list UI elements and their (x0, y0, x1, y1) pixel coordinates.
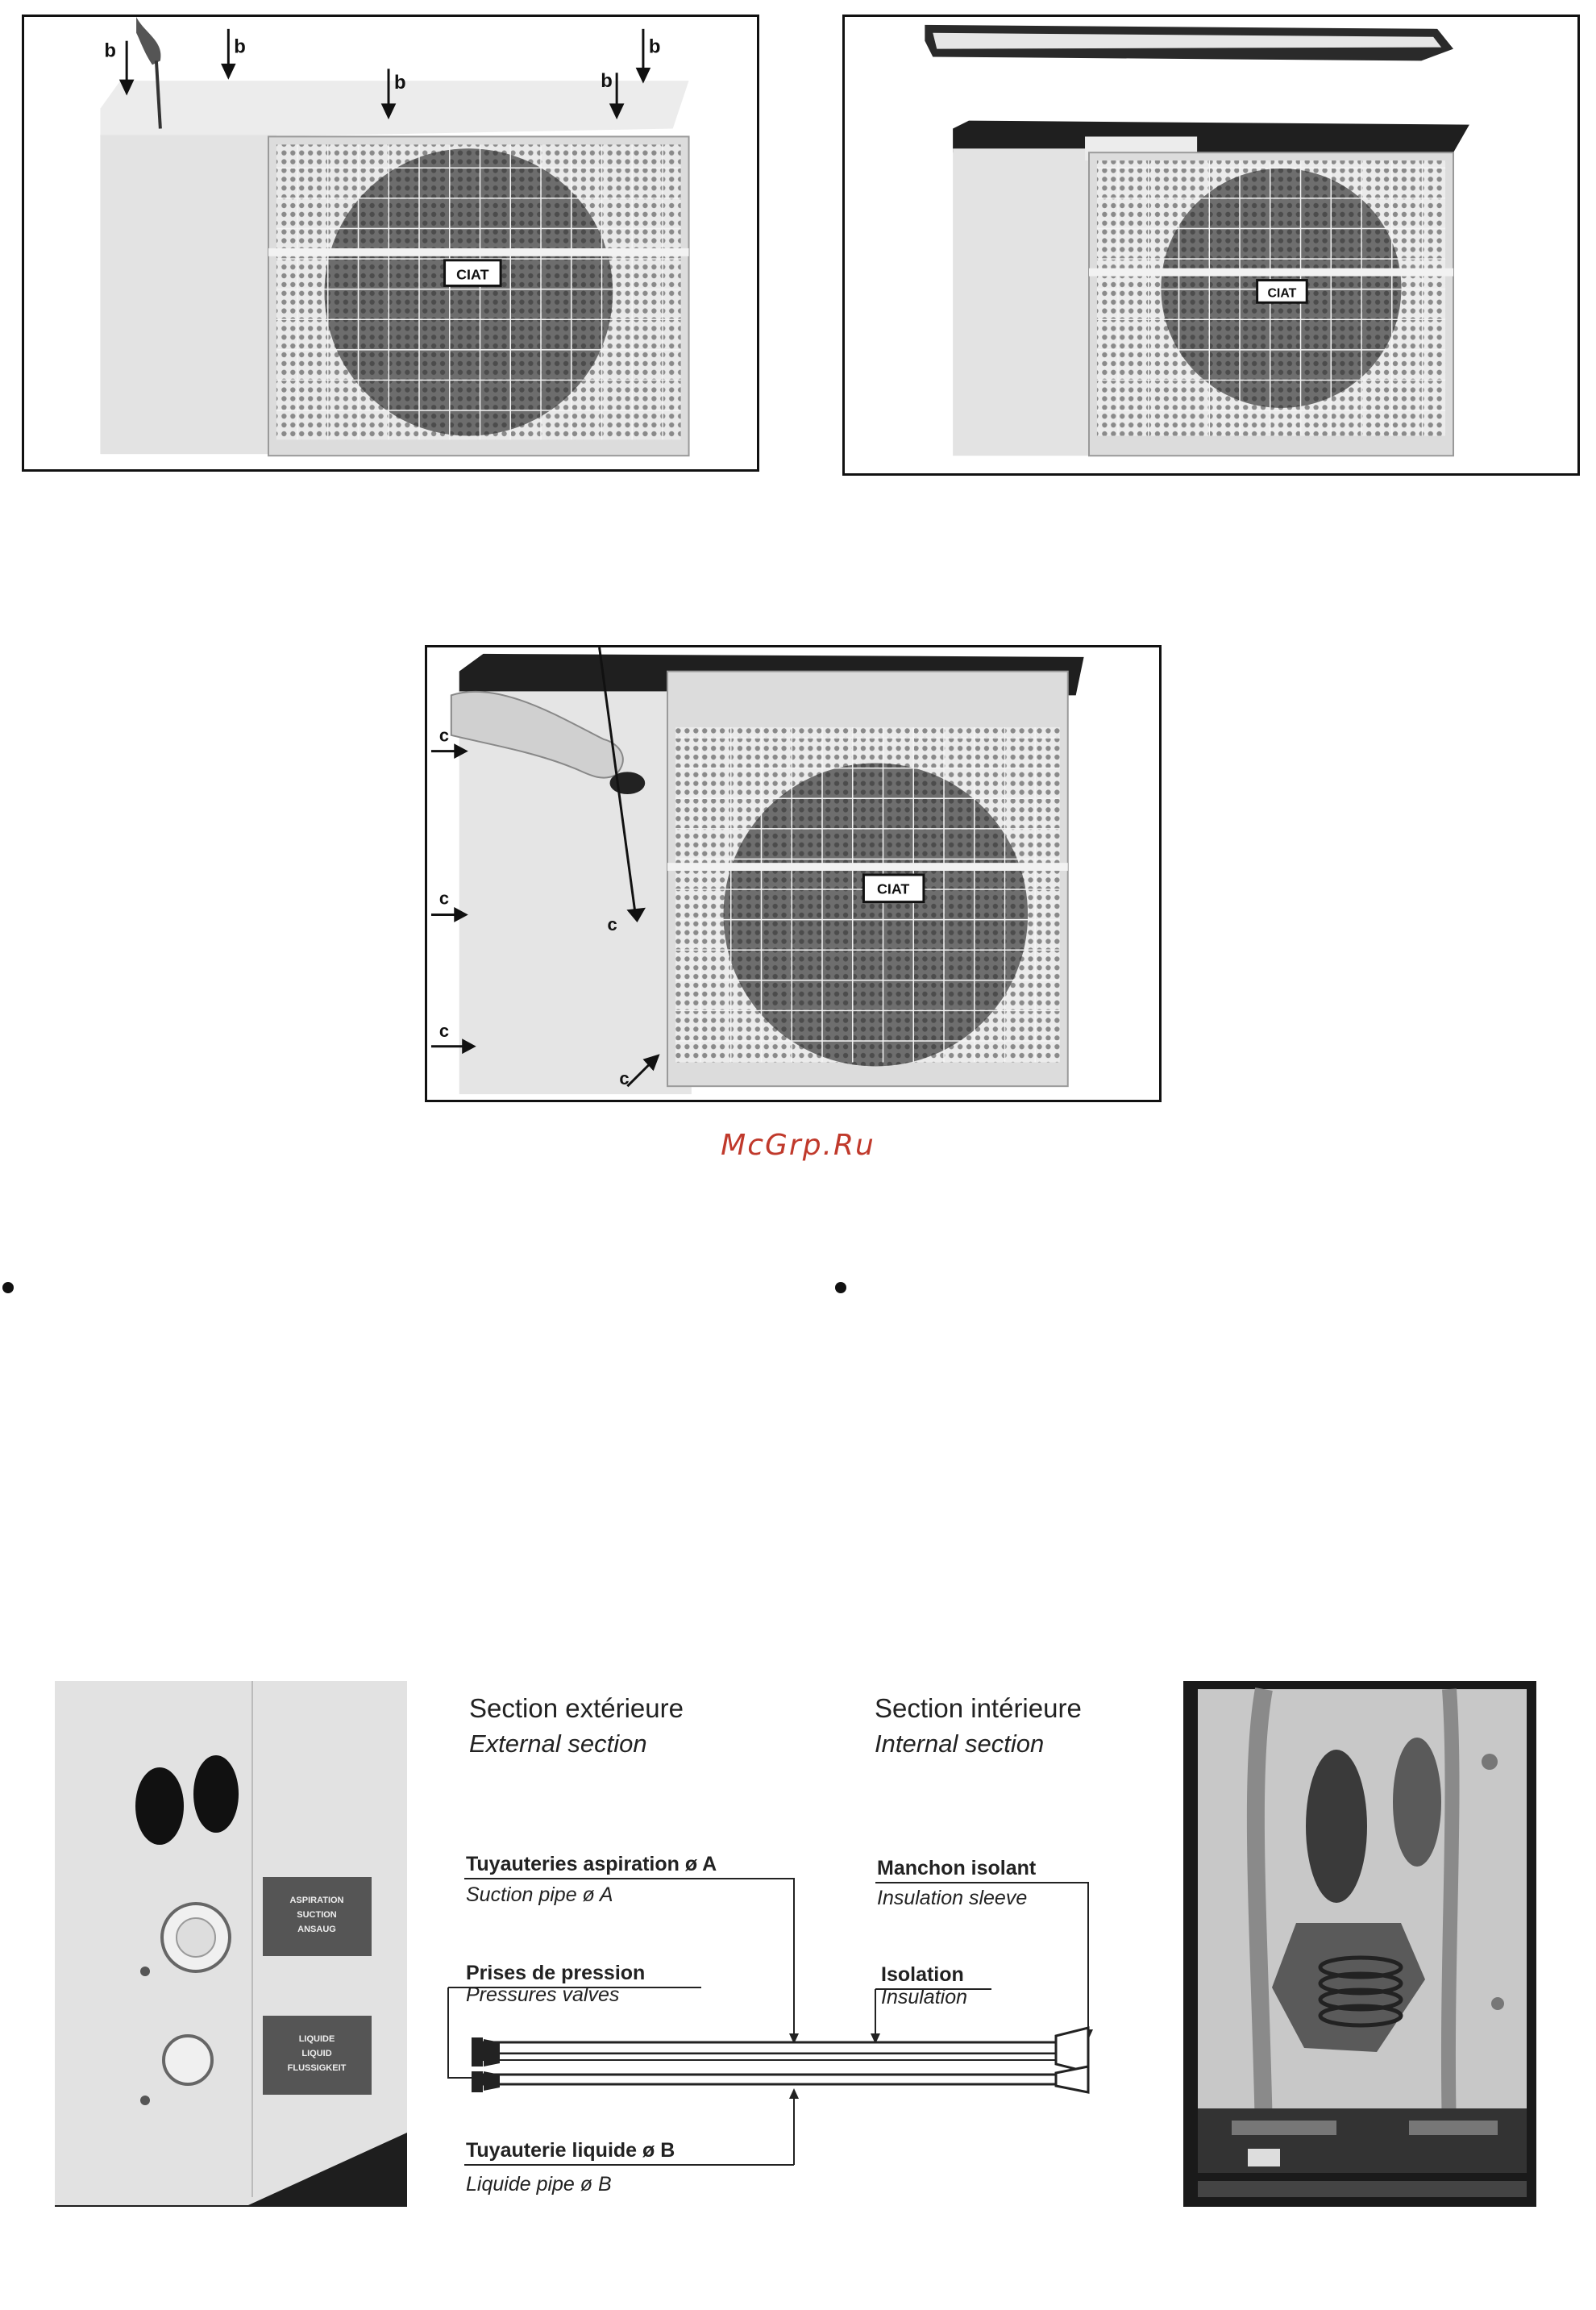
liquid-pipe-label-en: Liquide pipe ø B (466, 2173, 612, 2196)
sticker-liquid-2: LIQUID (301, 2049, 332, 2058)
external-section-title-fr: Section extérieure (469, 1693, 684, 1723)
sticker-suction-2: SUCTION (297, 1910, 337, 1920)
brand-logo: CIAT (456, 266, 489, 283)
internal-section-title-en: Internal section (875, 1729, 1045, 1758)
label-b-5: b (648, 35, 661, 58)
liquid-pipe-label-fr: Tuyauterie liquide ø B (466, 2139, 675, 2162)
insulation-sleeve-label-en: Insulation sleeve (877, 1887, 1028, 1909)
photo-connection-valves (55, 1681, 407, 2207)
sticker-suction-1: ASPIRATION (289, 1896, 344, 1905)
brand-logo: CIAT (1267, 286, 1297, 301)
label-c-3: c (438, 1020, 450, 1041)
photo-unit-cover-removed (842, 15, 1580, 476)
external-section-title-en: External section (469, 1729, 647, 1758)
isolation-label-en: Insulation (881, 1986, 968, 2008)
label-b-1: b (104, 40, 116, 62)
label-c-4: c (607, 914, 617, 935)
insulation-sleeve-label-fr: Manchon isolant (877, 1857, 1037, 1879)
sticker-suction-3: ANSAUG (297, 1925, 336, 1934)
suction-pipe-label-en: Suction pipe ø A (466, 1883, 613, 1906)
label-c-1: c (438, 725, 450, 746)
internal-section-title-fr: Section intérieure (875, 1693, 1082, 1723)
pipe-connection-diagram (435, 1681, 1112, 2229)
photo-internal-pipes (1183, 1681, 1536, 2207)
label-b-2: b (234, 35, 246, 58)
isolation-label-fr: Isolation (881, 1963, 964, 1986)
pressure-valves-label-en: Pressures valves (466, 1983, 620, 2006)
pressure-valves-label-fr: Prises de pression (466, 1962, 646, 1984)
watermark: McGrp.Ru (721, 1129, 875, 1162)
photo-side-panel-removal (425, 645, 1162, 1102)
bullet-right (835, 1282, 846, 1293)
sticker-liquid-3: FLUSSIGKEIT (287, 2063, 347, 2073)
suction-pipe-label-fr: Tuyauteries aspiration ø A (466, 1853, 717, 1875)
liquid-pipe-drawing (472, 2067, 1088, 2092)
label-b-4: b (601, 70, 613, 93)
label-c-5: c (619, 1068, 630, 1089)
label-b-3: b (393, 72, 406, 94)
bullet-left (2, 1282, 14, 1293)
suction-pipe-drawing (472, 2028, 1088, 2072)
brand-logo: CIAT (876, 880, 910, 897)
label-c-2: c (438, 888, 450, 909)
photo-unit-cover-screws (22, 15, 759, 472)
sticker-liquid-1: LIQUIDE (298, 2034, 335, 2044)
